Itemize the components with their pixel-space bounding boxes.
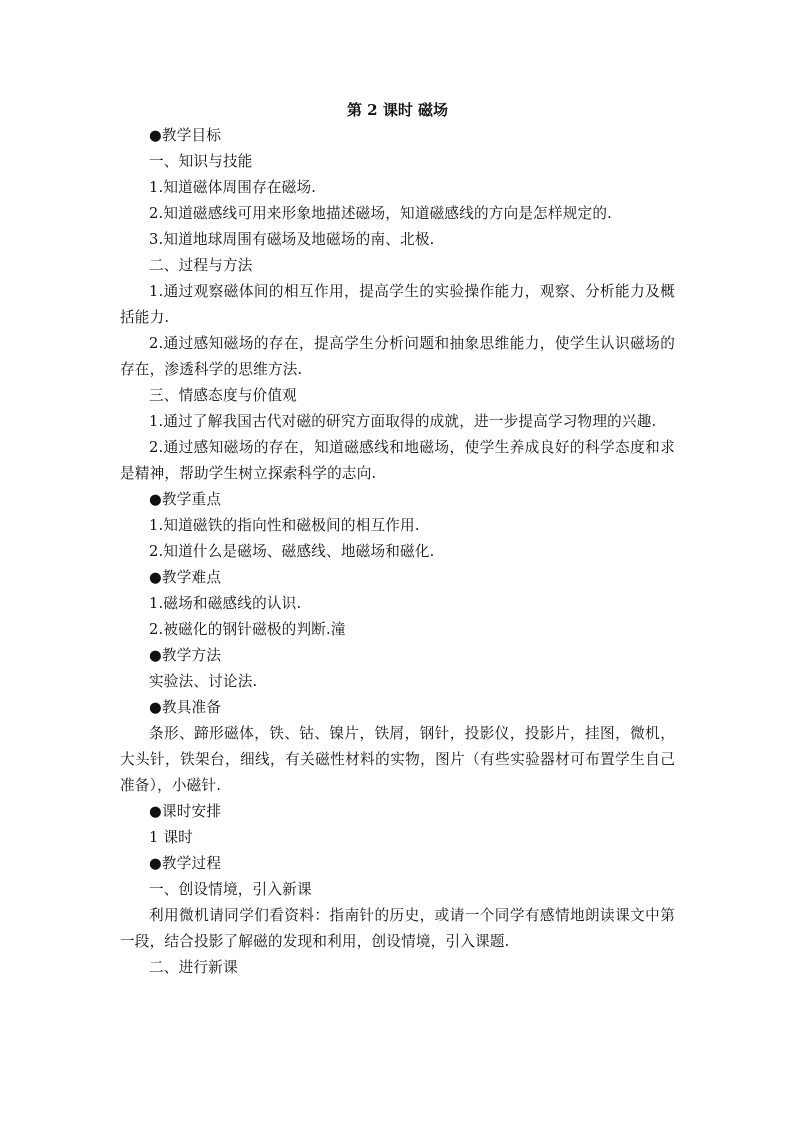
subsection-heading: 一、知识与技能 [149, 153, 253, 170]
paragraph: 条形、蹄形磁体，铁、钴、镍片，铁屑，钢针，投影仪，投影片，挂图，微机，大头针，铁架台，细线，有关磁性材料的实物，图片（有些实验器材可布置学生自己准备），小磁针. [120, 725, 675, 794]
document-body [120, 97, 675, 981]
subsection-heading: 三、情感态度与价值观 [149, 387, 297, 404]
paragraph: 2.通过感知磁场的存在，知道磁感线和地磁场，使学生养成良好的科学态度和求是精神，帮助学生树立探索科学的志向. [120, 439, 675, 482]
paragraph: 2.通过感知磁场的存在，提高学生分析问题和抽象思维能力，使学生认识磁场的存在，渗透科学的思维方法. [120, 335, 675, 378]
paragraph: 2.知道什么是磁场、磁感线、地磁场和磁化. [149, 543, 435, 560]
paragraph: 利用微机请同学们看资料：指南针的历史，或请一个同学有感情地朗读课文中第一段，结合投影了解磁的发现和利用，创设情境，引入课题. [120, 907, 675, 950]
section-heading: ●教学方法 [149, 647, 222, 664]
paragraph: 1.知道磁铁的指向性和磁极间的相互作用. [149, 517, 420, 534]
section-heading: ●教学过程 [149, 855, 222, 872]
section-heading: ●教具准备 [149, 699, 222, 716]
subsection-heading: 二、进行新课 [149, 959, 238, 976]
paragraph: 1.通过观察磁体间的相互作用，提高学生的实验操作能力，观察、分析能力及概括能力. [120, 283, 675, 326]
paragraph: 1.磁场和磁感线的认识. [149, 595, 302, 612]
paragraph: 2.被磁化的钢针磁极的判断.潼 [149, 621, 346, 638]
subsection-heading: 二、过程与方法 [149, 257, 253, 274]
paragraph: 1 课时 [149, 829, 193, 846]
subsection-heading: 一、创设情境，引入新课 [149, 881, 312, 898]
section-heading: ●教学重点 [149, 491, 222, 508]
section-heading: ●教学难点 [149, 569, 222, 586]
page-title: 第 2 课时 磁场 [346, 101, 449, 119]
paragraph: 3.知道地球周围有磁场及地磁场的南、北极. [149, 231, 435, 248]
section-heading: ●教学目标 [149, 127, 222, 144]
paragraph: 1.通过了解我国古代对磁的研究方面取得的成就，进一步提高学习物理的兴趣. [149, 413, 657, 430]
section-heading: ●课时安排 [149, 803, 222, 820]
paragraph: 实验法、讨论法. [149, 673, 258, 690]
paragraph: 2.知道磁感线可用来形象地描述磁场，知道磁感线的方向是怎样规定的. [149, 205, 612, 222]
paragraph: 1.知道磁体周围存在磁场. [149, 179, 317, 196]
